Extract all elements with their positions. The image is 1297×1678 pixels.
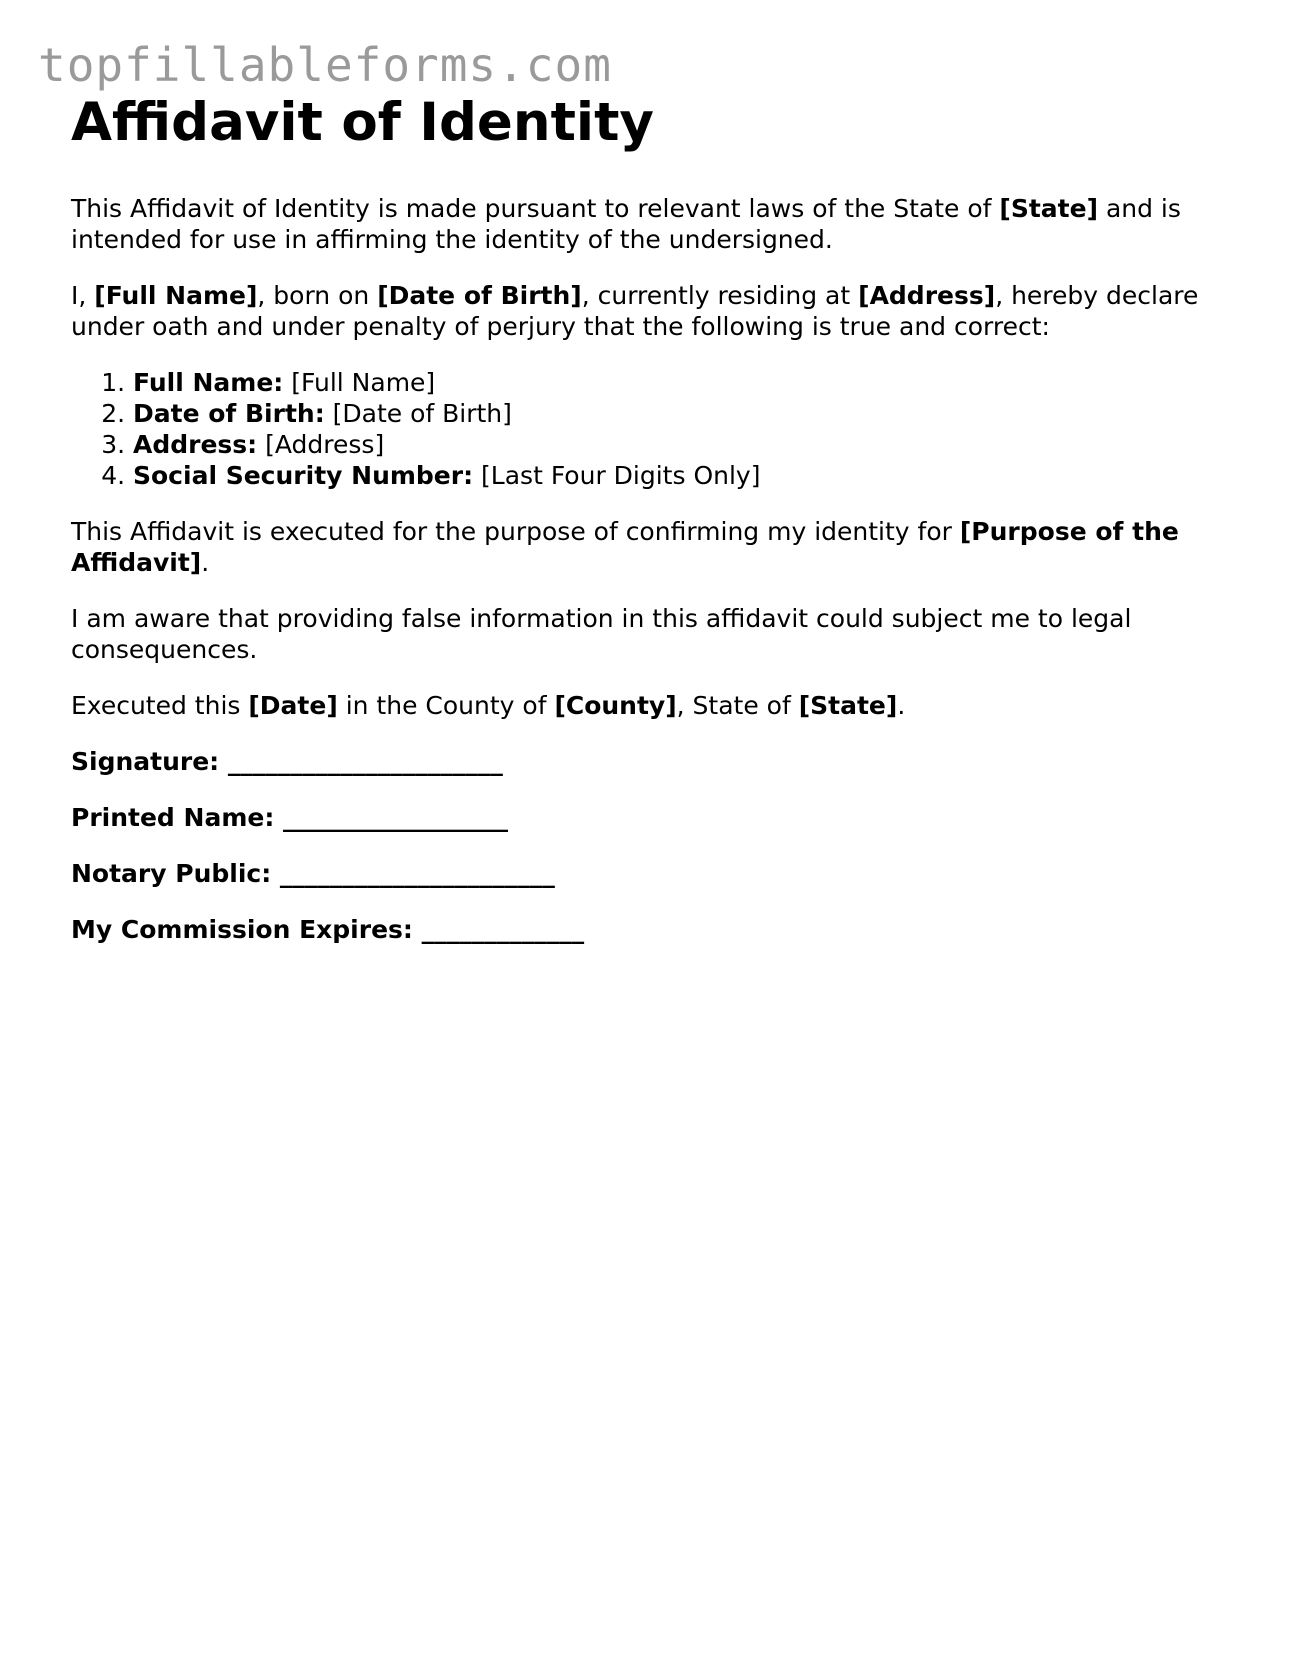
list-item-value: [Address] <box>257 429 385 459</box>
list-item-label: Full Name: <box>133 367 284 397</box>
identity-list <box>71 367 1231 491</box>
signature-line: Signature: ______________________ <box>71 746 503 776</box>
commission-expires-line: My Commission Expires: _____________ <box>71 914 585 944</box>
list-item-value: [Date of Birth] <box>324 398 512 428</box>
purpose-placeholder: [Purpose of the Affidavit] <box>71 516 1179 577</box>
declaration-text-2: , born on <box>257 280 378 310</box>
purpose-paragraph <box>71 516 1231 578</box>
purpose-text-2: . <box>201 547 210 577</box>
executed-paragraph <box>71 690 1231 721</box>
declaration-text-4: , hereby declare under oath and under penalty of perjury that the following is true and correct: <box>71 280 1199 341</box>
list-item-label: Social Security Number: <box>133 460 474 490</box>
declaration-name-placeholder: [Full Name] <box>94 280 258 310</box>
executed-text-1: Executed this <box>71 690 249 720</box>
declaration-address-placeholder: [Address] <box>858 280 996 310</box>
executed-state-placeholder: [State] <box>798 690 898 720</box>
printed-name-line: Printed Name: __________________ <box>71 802 509 832</box>
notary-public-line: Notary Public: ______________________ <box>71 858 555 888</box>
list-item-label: Address: <box>133 429 258 459</box>
intro-paragraph <box>71 193 1231 255</box>
intro-text-1: This Affidavit of Identity is made pursuant to relevant laws of the State of <box>71 193 1000 223</box>
executed-date-placeholder: [Date] <box>248 690 338 720</box>
executed-text-2: in the County of <box>337 690 555 720</box>
declaration-text-1: I, <box>71 280 95 310</box>
executed-text-3: , State of <box>676 690 799 720</box>
watermark: topfillableforms.com <box>38 38 612 92</box>
list-item-address <box>133 429 1231 460</box>
awareness-paragraph: I am aware that providing false information in this affidavit could subject me to legal consequences. <box>71 603 1132 664</box>
executed-county-placeholder: [County] <box>554 690 677 720</box>
list-item-label: Date of Birth: <box>133 398 325 428</box>
list-item-full-name <box>133 367 1231 398</box>
list-item-value: [Last Four Digits Only] <box>473 460 761 490</box>
purpose-text-1: This Affidavit is executed for the purpose of confirming my identity for <box>71 516 960 546</box>
list-item-value: [Full Name] <box>283 367 436 397</box>
document-title: Affidavit of Identity <box>71 92 654 153</box>
declaration-paragraph <box>71 280 1231 342</box>
intro-text-2: and is intended for use in affirming the identity of the undersigned. <box>71 193 1181 254</box>
intro-state-placeholder: [State] <box>999 193 1098 223</box>
declaration-text-3: , currently residing at <box>581 280 859 310</box>
document-body <box>71 92 1231 970</box>
list-item-date-of-birth <box>133 398 1231 429</box>
list-item-ssn <box>133 460 1231 491</box>
declaration-dob-placeholder: [Date of Birth] <box>377 280 582 310</box>
executed-text-4: . <box>897 690 906 720</box>
